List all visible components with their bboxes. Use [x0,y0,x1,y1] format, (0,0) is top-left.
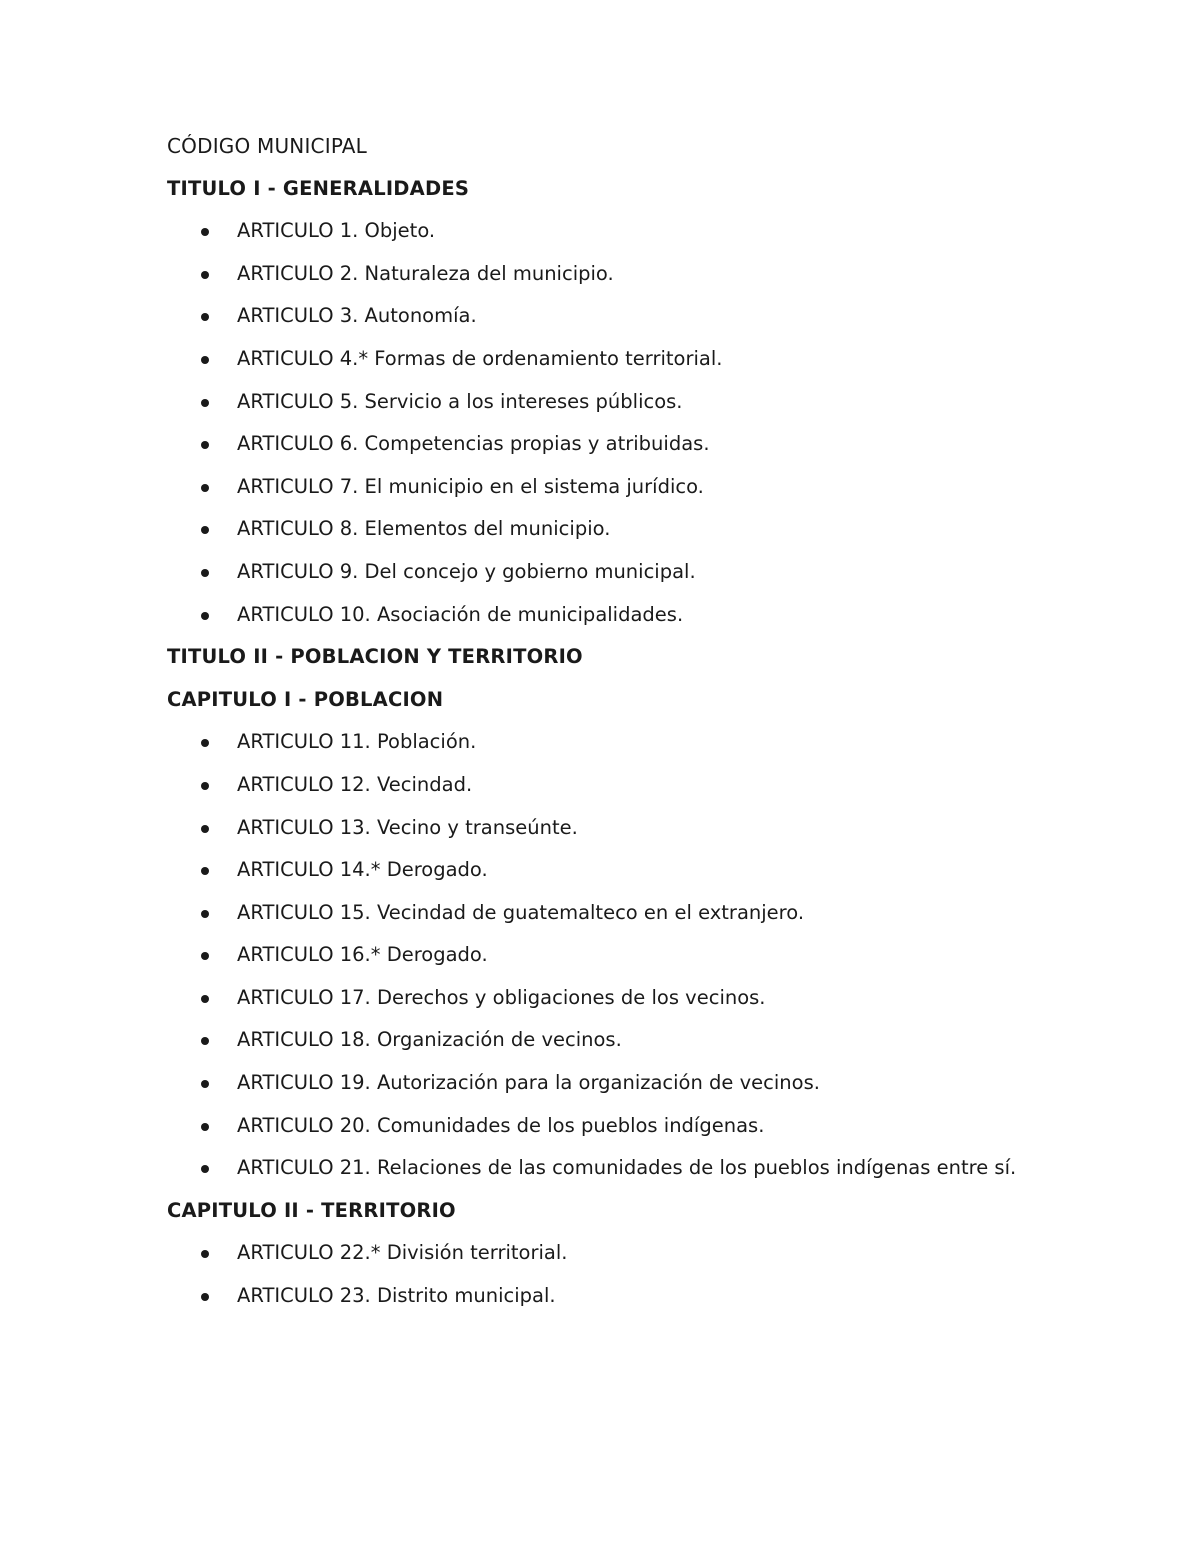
list-item [167,984,1037,1012]
list-item [167,1239,1037,1267]
article-label: ARTICULO 2. Naturaleza del municipio. [237,261,614,285]
bullet-icon [201,356,209,364]
bullet-icon [201,228,209,236]
bullet-icon [201,739,209,747]
article-label: ARTICULO 16.* Derogado. [237,943,488,967]
article-label: ARTICULO 20. Comunidades de los pueblos indígenas. [237,1113,765,1137]
article-label: ARTICULO 4.* Formas de ordenamiento territorial. [237,346,723,370]
list-item [167,430,1037,458]
bullet-icon [201,441,209,449]
article-label: ARTICULO 13. Vecino y transeúnte. [237,815,578,839]
list-item [167,601,1037,629]
list-item [167,1069,1037,1097]
article-label: ARTICULO 19. Autorización para la organización de vecinos. [237,1071,820,1095]
list-item [167,388,1037,416]
bullet-icon [201,484,209,492]
bullet-icon [201,910,209,918]
article-label: ARTICULO 1. Objeto. [237,219,436,243]
article-label: ARTICULO 9. Del concejo y gobierno municipal. [237,559,696,583]
bullet-icon [201,313,209,321]
list-item [167,899,1037,927]
list-item [167,728,1037,756]
article-label: ARTICULO 18. Organización de vecinos. [237,1028,622,1052]
article-label: ARTICULO 14.* Derogado. [237,858,488,882]
chapter-heading: CAPITULO II - TERRITORIO [167,1198,456,1222]
list-item [167,473,1037,501]
list-item [167,302,1037,330]
bullet-icon [201,782,209,790]
bullet-icon [201,1250,209,1258]
article-label: ARTICULO 5. Servicio a los intereses públicos. [237,389,683,413]
article-list [167,217,1037,628]
article-label: ARTICULO 7. El municipio en el sistema jurídico. [237,474,704,498]
list-item [167,217,1037,245]
article-label: ARTICULO 10. Asociación de municipalidades. [237,602,684,626]
bullet-icon [201,526,209,534]
article-label: ARTICULO 23. Distrito municipal. [237,1284,556,1308]
article-label: ARTICULO 11. Población. [237,730,477,754]
list-item [167,1112,1037,1140]
article-label: ARTICULO 21. Relaciones de las comunidades de los pueblos indígenas entre sí. [237,1156,1017,1180]
list-item [167,1282,1037,1310]
list-item [167,558,1037,586]
list-item [167,1154,1037,1182]
list-item [167,771,1037,799]
article-label: ARTICULO 22.* División territorial. [237,1241,568,1265]
list-item [167,515,1037,543]
list-item [167,856,1037,884]
list-item [167,941,1037,969]
bullet-icon [201,1123,209,1131]
bullet-icon [201,569,209,577]
list-item [167,260,1037,288]
article-label: ARTICULO 17. Derechos y obligaciones de los vecinos. [237,985,766,1009]
article-label: ARTICULO 12. Vecindad. [237,772,473,796]
bullet-icon [201,995,209,1003]
article-label: ARTICULO 6. Competencias propias y atribuidas. [237,432,710,456]
article-label: ARTICULO 8. Elementos del municipio. [237,517,611,541]
bullet-icon [201,612,209,620]
bullet-icon [201,1293,209,1301]
article-list [167,1239,1037,1310]
bullet-icon [201,825,209,833]
article-label: ARTICULO 3. Autonomía. [237,304,477,328]
list-item [167,345,1037,373]
bullet-icon [201,867,209,875]
article-label: ARTICULO 15. Vecindad de guatemalteco en el extranjero. [237,900,805,924]
bullet-icon [201,1080,209,1088]
bullet-icon [201,1037,209,1045]
section-heading: TITULO II - POBLACION Y TERRITORIO [167,645,583,669]
article-list [167,728,1037,1182]
bullet-icon [201,399,209,407]
document-page [167,132,1037,1325]
bullet-icon [201,952,209,960]
bullet-icon [201,271,209,279]
document-title: CÓDIGO MUNICIPAL [167,134,368,158]
section-heading: TITULO I - GENERALIDADES [167,176,470,200]
chapter-heading: CAPITULO I - POBLACION [167,687,444,711]
list-item [167,814,1037,842]
list-item [167,1026,1037,1054]
bullet-icon [201,1165,209,1173]
